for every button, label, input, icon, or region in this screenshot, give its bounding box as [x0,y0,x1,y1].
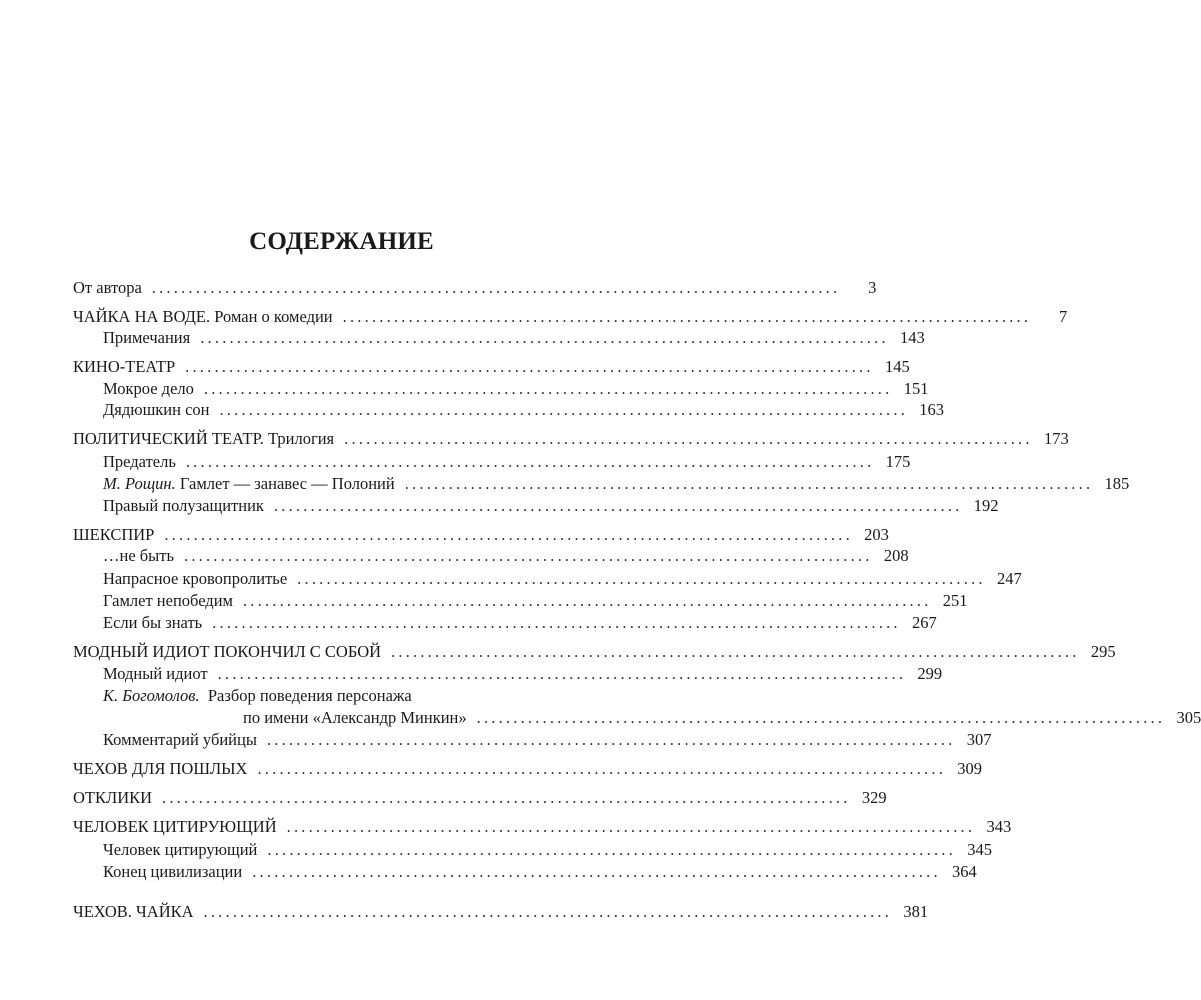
entry-page: 175 [885,452,911,471]
entry-label: …не быть [103,546,174,565]
toc-entry-primechaniya[interactable] [103,327,925,349]
entry-page: 3 [868,278,877,297]
entry-label: ЧЕХОВ. ЧАЙКА [73,902,194,921]
entry-page: 299 [917,664,943,683]
entry-label: Напрасное кровопролитье [103,569,288,588]
dot-leader: .............................................................................................. [297,569,986,588]
dot-leader: .............................................................................................. [200,328,889,347]
entry-label: Примечания [103,328,191,347]
entry-label: ЧАЙКА НА ВОДЕ. Роман о комедии [73,307,333,326]
entry-page: 329 [861,788,887,807]
toc-entry-dyadyushkin-son[interactable] [103,399,945,421]
toc-entry-predatel[interactable] [103,451,911,473]
dot-leader: .............................................................................................. [212,613,901,632]
toc-entry-gamlet-zanaves-poloniy[interactable] [103,473,1130,495]
toc-entry-chelovek-tsitiruyushchiy[interactable] [73,816,1012,838]
entry-page: 343 [986,817,1012,836]
dot-leader: .............................................................................................. [257,759,947,778]
dot-leader: .............................................................................................. [391,642,1080,661]
toc-entry-pravyy-poluzashchitnik[interactable] [103,495,999,517]
dot-leader: .............................................................................................. [151,278,841,297]
toc-entry-modnyy-idiot-pokonchil[interactable] [73,641,1116,663]
entry-label: Если бы знать [103,613,203,632]
toc-entry-kommentariy-ubiytsy[interactable] [103,729,992,751]
entry-page: 381 [903,902,929,921]
page-title: СОДЕРЖАНИЕ [249,228,434,255]
dot-leader: .............................................................................................. [203,902,893,921]
entry-label: Модный идиот [103,664,208,683]
toc-entry-shekspir[interactable] [73,524,889,546]
entry-label: Человек цитирующий [103,840,258,859]
entry-label: Предатель [103,452,176,471]
entry-label [103,473,395,495]
entry-page: 192 [973,496,999,515]
toc-entry-chekhov-chaika[interactable] [73,901,929,923]
entry-label: ШЕКСПИР [73,525,155,544]
toc-entry-ne-byt[interactable] [103,545,909,567]
entry-page: 163 [919,400,945,419]
dot-leader: .............................................................................................. [164,525,853,544]
dot-leader: .............................................................................................. [219,400,909,419]
toc-entry-chekhov-dlya-poshlykh[interactable] [73,758,983,780]
entry-page: 305 [1176,708,1201,727]
entry-label: Комментарий убийцы [103,730,257,749]
entry-label: ЧЕХОВ ДЛЯ ПОШЛЫХ [73,759,248,778]
dot-leader: .............................................................................................. [217,664,907,683]
entry-page: 185 [1104,474,1130,493]
toc-entry-mokroe-delo[interactable] [103,378,929,400]
entry-label: Гамлет непобедим [103,591,233,610]
entry-label-continuation: по имени «Александр Минкин» [243,708,467,727]
toc-entry-from-author[interactable] [73,277,877,299]
toc-entry-gamlet-nepobedim[interactable] [103,590,968,612]
entry-page: 307 [966,730,992,749]
entry-page: 145 [884,357,910,376]
entry-page: 345 [967,840,992,859]
entry-title: Разбор поведения персонажа [207,686,412,705]
toc-entry-politicheskiy-teatr[interactable] [73,428,1069,450]
toc-entry-esli-by-znat[interactable] [103,612,937,634]
dot-leader: .............................................................................................. [344,429,1033,448]
entry-label: От автора [73,278,142,297]
dot-leader: .............................................................................................. [252,862,941,881]
entry-page: 295 [1090,642,1116,661]
dot-leader: .............................................................................................. [342,307,1032,326]
dot-leader: .............................................................................................. [185,357,874,376]
entry-author: М. Рощин. [103,474,176,493]
toc-entry-razbor-povedeniya[interactable] [103,685,610,707]
dot-leader: .............................................................................................. [273,496,963,515]
entry-label: Дядюшкин сон [103,400,210,419]
dot-leader: .............................................................................................. [267,840,956,859]
toc-entry-chelovek-tsitiruyushchiy-sub[interactable] [103,839,992,861]
entry-author: К. Богомолов. [103,686,200,705]
entry-label: ОТКЛИКИ [73,788,153,807]
entry-page: 364 [952,862,977,881]
entry-label: Мокрое дело [103,379,194,398]
toc-entry-naprasnoe-krovoprolitie[interactable] [103,568,1022,590]
dot-leader: .............................................................................................. [266,730,956,749]
entry-page: 309 [957,759,983,778]
entry-page: 7 [1058,307,1068,326]
toc-entry-modnyy-idiot[interactable] [103,663,943,685]
toc-entry-konets-tsivilizatsii[interactable] [103,861,977,883]
entry-label: Конец цивилизации [103,862,243,881]
dot-leader: .............................................................................................. [203,379,893,398]
dot-leader: .............................................................................................. [286,817,976,836]
entry-page: 247 [996,569,1022,588]
toc-entry-kino-teatr[interactable] [73,356,910,378]
entry-page: 251 [942,591,968,610]
entry-page: 143 [900,328,925,347]
dot-leader: .............................................................................................. [476,708,1166,727]
toc-entry-chaika-na-vode[interactable] [73,306,1068,328]
entry-label [103,685,412,707]
entry-label: ПОЛИТИЧЕСКИЙ ТЕАТР. Трилогия [73,429,335,448]
entry-page: 173 [1043,429,1069,448]
entry-label: КИНО-ТЕАТР [73,357,176,376]
entry-label: МОДНЫЙ ИДИОТ ПОКОНЧИЛ С СОБОЙ [73,642,382,661]
toc-entry-otkliki[interactable] [73,787,887,809]
dot-leader: .............................................................................................. [184,546,873,565]
entry-page: 203 [864,525,889,544]
entry-page: 151 [903,379,929,398]
entry-label: ЧЕЛОВЕК ЦИТИРУЮЩИЙ [73,817,277,836]
entry-page: 267 [912,613,937,632]
dot-leader: .............................................................................................. [162,788,851,807]
toc-entry-razbor-povedeniya-continuation[interactable] [243,707,1201,729]
entry-title: Гамлет — занавес — Полоний [179,474,395,493]
dot-leader: .............................................................................................. [242,591,932,610]
dot-leader: .............................................................................................. [404,474,1094,493]
dot-leader: .............................................................................................. [185,452,875,471]
entry-label: Правый полузащитник [103,496,264,515]
entry-page: 208 [883,546,909,565]
